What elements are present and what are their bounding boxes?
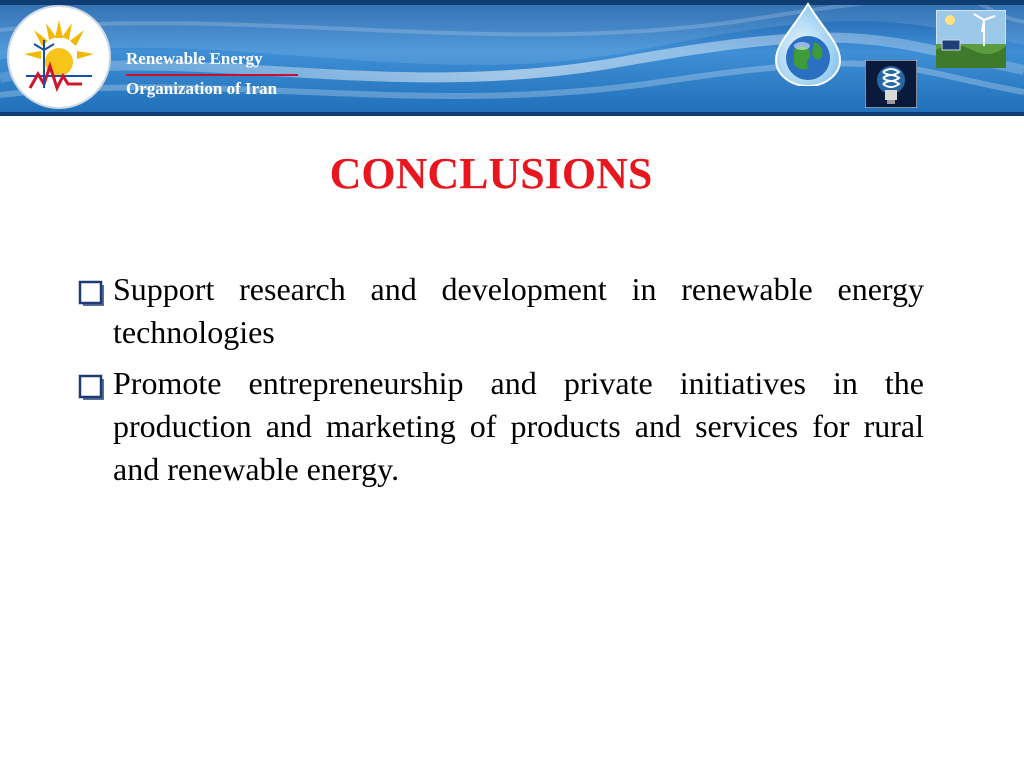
bullet-list bbox=[76, 268, 924, 499]
wind-solar-landscape-photo bbox=[936, 10, 1006, 68]
slide-title: CONCLUSIONS bbox=[329, 149, 653, 198]
bullet-text: Promote entrepreneurship and private initiatives in the production and marketing of products and services for rural and renewable energy. bbox=[113, 365, 924, 487]
energy-saving-bulb-icon bbox=[865, 60, 917, 108]
checkbox-bullet-icon bbox=[78, 374, 106, 402]
header-banner bbox=[0, 0, 1024, 116]
organization-name bbox=[126, 46, 298, 102]
checkbox-bullet-icon bbox=[78, 280, 106, 308]
list-item bbox=[76, 268, 924, 354]
globe-water-drop-icon bbox=[772, 2, 844, 86]
sun-wind-logo-icon bbox=[6, 4, 112, 110]
bullet-text: Support research and development in renewable energy technologies bbox=[113, 271, 924, 350]
org-name-line2: Organization of Iran bbox=[126, 79, 278, 98]
org-name-line1: Renewable Energy bbox=[126, 46, 298, 76]
list-item bbox=[76, 362, 924, 491]
